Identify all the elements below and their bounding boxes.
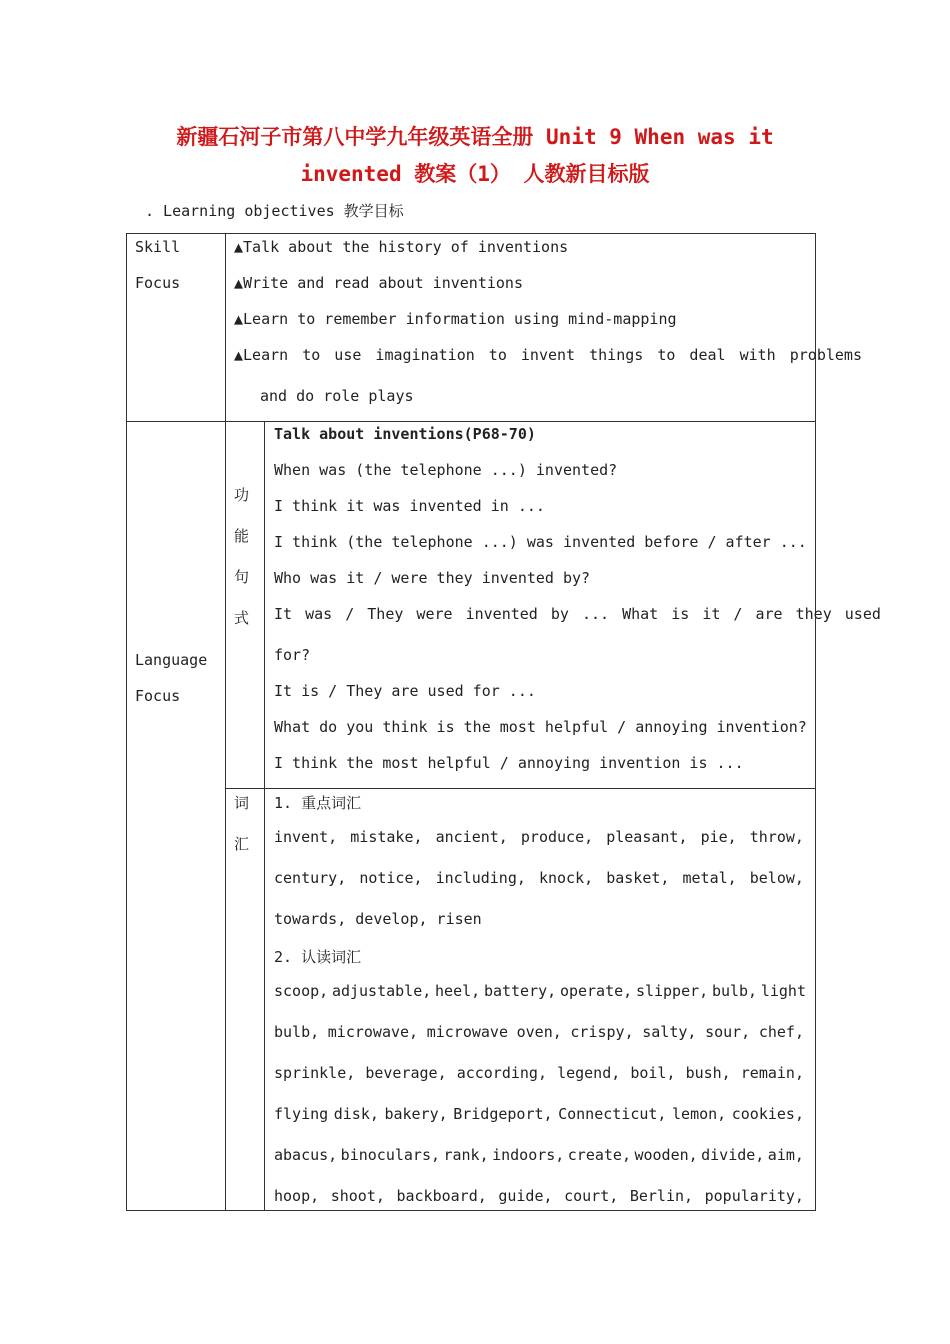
vocab-row (274, 1187, 804, 1205)
vocab-row (274, 982, 806, 1000)
vocab-word: produce, (520, 828, 594, 846)
function-line: I think it was invented in ... (274, 497, 545, 515)
vocab-heading-recognition: 2. 认读词汇 (274, 948, 362, 966)
vocab-word: popularity, (704, 1187, 804, 1205)
vocab-heading-key: 1. 重点词汇 (274, 794, 362, 812)
table-border-left (126, 233, 127, 1211)
vocab-word: Berlin, (629, 1187, 694, 1205)
vocab-word: throw, (749, 828, 804, 846)
skill-item-text: ▲Learn to use imagination to invent things to deal with problems (234, 346, 862, 364)
vocab-word: remain, (740, 1064, 804, 1082)
vocab-word: backboard, (396, 1187, 487, 1205)
vocab-word: crispy, (570, 1023, 634, 1041)
vocab-word: mistake, (350, 828, 423, 846)
vocab-word: operate, (559, 982, 633, 1000)
vocab-word: legend, (557, 1064, 621, 1082)
vocab-word: lemon, (672, 1105, 727, 1123)
vocab-word: wooden, (634, 1146, 698, 1164)
vocab-word: adjustable, (331, 982, 432, 1000)
function-label-char: 功 (234, 486, 250, 504)
vocab-row: towards, develop, risen (274, 910, 482, 928)
vocab-word: court, (564, 1187, 619, 1205)
function-label-char: 句 (234, 568, 250, 586)
skill-item (234, 346, 862, 364)
vocab-word: shoot, (330, 1187, 385, 1205)
skill-focus-label-1: Skill (135, 238, 181, 256)
vocab-word: bulb, (711, 982, 758, 1000)
vocab-row (274, 828, 804, 846)
vocab-word: scoop, (274, 982, 329, 1000)
vocab-label-char: 汇 (234, 835, 250, 853)
vocab-word: flying (274, 1105, 329, 1123)
table-border-top (126, 233, 816, 234)
vocab-word: below, (749, 869, 804, 887)
vocab-word: heel, (435, 982, 481, 1000)
language-focus-label-2: Focus (135, 687, 181, 705)
vocab-word: microwave (426, 1023, 508, 1041)
skill-item: ▲Write and read about inventions (234, 274, 523, 292)
vocab-word: pleasant, (606, 828, 688, 846)
vocab-word: microwave, (327, 1023, 419, 1041)
skill-item: ▲Learn to remember information using mind-mapping (234, 310, 677, 328)
vocab-word: pie, (700, 828, 737, 846)
vocab-word: Bridgeport, (453, 1105, 553, 1123)
table-border-right (815, 233, 816, 1211)
function-label-char: 式 (234, 609, 250, 627)
vocab-row (274, 1064, 804, 1082)
col-divider-main (225, 233, 226, 1211)
vocab-word: bulb, (274, 1023, 320, 1041)
vocab-word: ancient, (435, 828, 508, 846)
row-divider-skill (126, 421, 816, 422)
vocab-row (274, 1146, 804, 1164)
vocab-word: boil, (630, 1064, 676, 1082)
col-divider-sub (264, 421, 265, 1211)
vocab-word: bush, (685, 1064, 731, 1082)
table-border-bottom (126, 1210, 816, 1211)
function-line: for? (274, 646, 311, 664)
vocab-word: knock, (538, 869, 594, 887)
vocab-word: create, (567, 1146, 631, 1164)
function-line: It was / They were invented by ... What is it / are they used (274, 605, 881, 623)
section-subtitle: . Learning objectives 教学目标 (145, 202, 404, 220)
function-line: When was (the telephone ...) invented? (274, 461, 618, 479)
vocab-row (274, 1105, 804, 1123)
function-line: What do you think is the most helpful / annoying invention? (274, 718, 807, 736)
function-line: I think the most helpful / annoying invention is ... (274, 754, 744, 772)
vocab-word: indoors, (492, 1146, 565, 1164)
vocab-word: hoop, (274, 1187, 320, 1205)
function-line: Who was it / were they invented by? (274, 569, 591, 587)
vocab-word: sour, (705, 1023, 751, 1041)
vocab-row (274, 869, 804, 887)
function-label-char: 能 (234, 527, 250, 545)
language-focus-label-1: Language (135, 651, 208, 669)
vocab-label-char: 词 (234, 794, 250, 812)
vocab-word: disk, (333, 1105, 379, 1123)
vocab-word: oven, (516, 1023, 562, 1041)
vocab-word: light (760, 982, 806, 1000)
vocab-word: basket, (606, 869, 670, 887)
vocab-word: aim, (767, 1146, 804, 1164)
vocab-word: salty, (642, 1023, 697, 1041)
vocab-word: divide, (701, 1146, 765, 1164)
row-divider-function (225, 788, 816, 789)
vocab-word: cookies, (731, 1105, 804, 1123)
vocab-word: notice, (359, 869, 423, 887)
vocab-row (274, 1023, 804, 1041)
vocab-word: Connecticut, (558, 1105, 667, 1123)
function-heading: Talk about inventions(P68-70) (274, 425, 536, 443)
skill-focus-label-2: Focus (135, 274, 181, 292)
vocab-word: battery, (483, 982, 557, 1000)
function-line: It is / They are used for ... (274, 682, 536, 700)
vocab-word: according, (456, 1064, 547, 1082)
vocab-word: sprinkle, (274, 1064, 356, 1082)
vocab-word: metal, (682, 869, 737, 887)
function-line: I think (the telephone ...) was invented before / after ... (274, 533, 807, 551)
vocab-word: rank, (443, 1146, 489, 1164)
vocab-word: abacus, (274, 1146, 338, 1164)
vocab-word: including, (435, 869, 526, 887)
skill-item-continuation: and do role plays (260, 387, 414, 405)
vocab-word: binoculars, (340, 1146, 441, 1164)
vocab-word: beverage, (365, 1064, 447, 1082)
vocab-word: guide, (498, 1187, 553, 1205)
skill-item: ▲Talk about the history of inventions (234, 238, 569, 256)
vocab-word: century, (274, 869, 347, 887)
document-title-line-2: invented 教案（1） 人教新目标版 (300, 162, 650, 186)
document-title-line-1: 新疆石河子市第八中学九年级英语全册 Unit 9 When was it (176, 125, 774, 149)
vocab-word: bakery, (384, 1105, 448, 1123)
vocab-word: slipper, (635, 982, 709, 1000)
vocab-word: chef, (758, 1023, 804, 1041)
vocab-word: invent, (274, 828, 338, 846)
